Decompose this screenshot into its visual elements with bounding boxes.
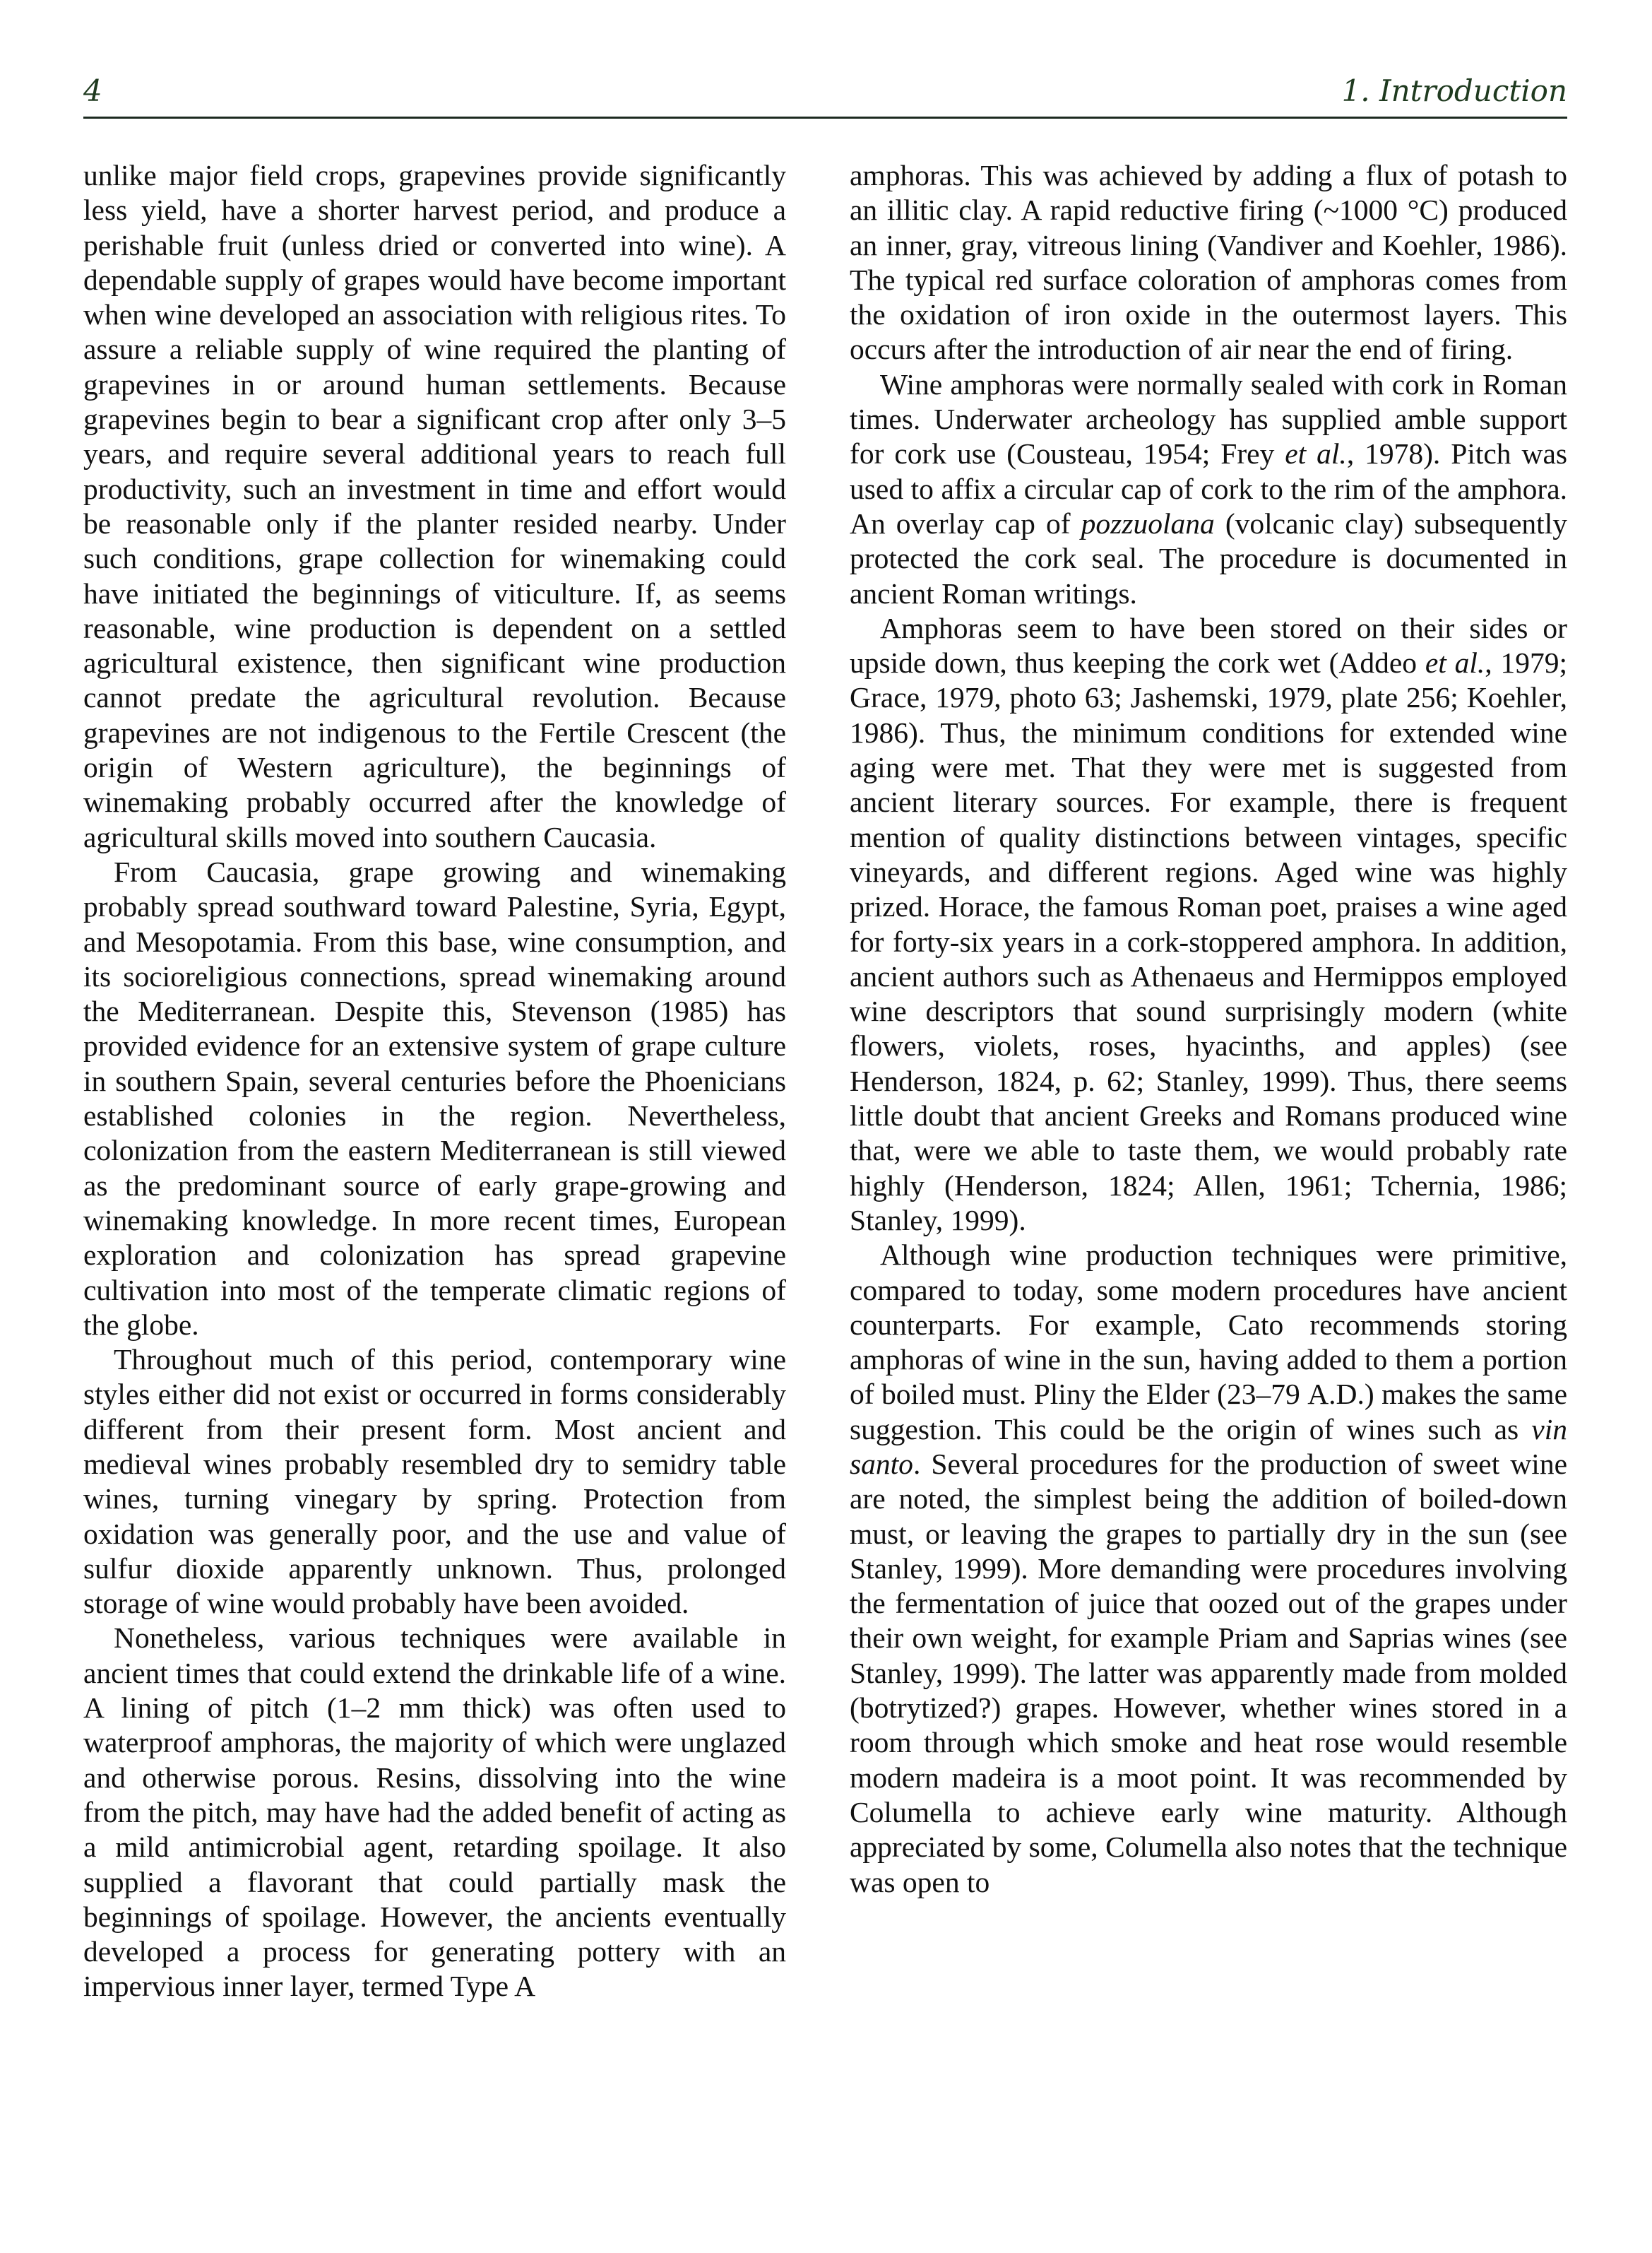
term-vin-santo: vin santo — [850, 1412, 1567, 1480]
right-column — [850, 158, 1567, 1900]
paragraph: unlike major field crops, grapevines provide significantly less yield, have a shorter harvest period, and produce a perishable fruit (unless dried or converted into wine). A dependable supply of grapes would have become important when wine developed an association with religious rites. To assure a reliable supply of wine required the planting of grapevines in or around human settlements. Because grapevines begin to bear a significant crop after only 3–5 years, and require several additional years to reach full productivity, such an investment in time and effort would be reasonable only if the planter resided nearby. Under such conditions, grape collection for winemaking could have initiated the beginnings of viticulture. If, as seems reasonable, wine production is dependent on a settled agricultural existence, then significant wine production cannot predate the agricultural revolution. Because grapevines are not indigenous to the Fertile Crescent (the origin of Western agriculture), the beginnings of winemaking probably occurred after the knowledge of agricultural skills moved into southern Caucasia. — [83, 159, 786, 853]
text-run: . Several procedures for the production of sweet wine are noted, the simplest being the addition of boiled-down must, or leaving the grapes to partially dry in the sun (see Stanley, 1999). More demanding were procedures involving the fermentation of juice that oozed out of the grapes under their own weight, for example Priam and Saprias wines (see Stanley, 1999). The latter was apparently made from molded (botrytized?) grapes. However, whether wines stored in a room through which smoke and heat rose would resemble modern madeira is a moot point. It was recommended by Columella to achieve early wine maturity. Although appreciated by some, Columella also notes that the technique was open to — [850, 1447, 1567, 1898]
running-head — [83, 68, 1567, 113]
text-run: ) makes the same suggestion. This could be the origin of wines such as — [850, 1378, 1567, 1445]
left-column — [83, 158, 786, 2004]
text-run: , 1979; Grace, 1979, photo 63; Jashemski, 1979, plate 256; Koehler, 1986). Thus, the minimum conditions for extended wine aging were met. That they were met is suggested from ancient literary sources. For example, there is frequent mention of quality distinctions between vintages, specific vineyards, and different regions. Aged wine was highly prized. Horace, the famous Roman poet, praises a wine aged for forty-six years in a cork-stoppered amphora. In addition, ancient authors such as Athenaeus and Hermippos employed wine descriptors that sound surprisingly modern (white flowers, violets, roses, hyacinths, and apples) (see Henderson, 1824, p. 62; Stanley, 1999). Thus, there seems little doubt that ancient Greeks and Romans produced wine that, were we able to taste them, we would probably rate highly (Henderson, 1824; Allen, 1961; Tchernia, 1986; Stanley, 1999). — [850, 646, 1567, 1236]
paragraph: amphoras. This was achieved by adding a flux of potash to an illitic clay. A rapid reductive firing (~1000 °C) produced an inner, gray, vitreous lining (Vandiver and Koehler, 1986). The typical red surface coloration of amphoras comes from the oxidation of iron oxide in the outermost layers. This occurs after the introduction of air near the end of firing. — [850, 159, 1567, 366]
text-run: Amphoras seem to have been stored on their sides or upside down, thus keeping the cork wet (Addeo — [850, 611, 1567, 680]
paragraph — [850, 367, 1567, 611]
text-run: , 1978). Pitch was used to affix a circular cap of cork to the rim of the amphora. An overlay cap of — [850, 437, 1568, 540]
era-abbreviation: A.D. — [1307, 1378, 1365, 1411]
paragraph — [850, 1238, 1567, 1900]
text-run: Although wine production techniques were primitive, compared to today, some modern procedures have ancient counterparts. For example, Cato recommends storing amphoras of wine in the sun, having added to them a portion of boiled must. Pliny the Elder (23–79 — [850, 1238, 1567, 1411]
text-run: Wine amphoras were normally sealed with cork in Roman times. Underwater archeology has supplied amble support for cork use (Cousteau, 1954; Frey — [850, 367, 1567, 471]
citation-etal: et al. — [1285, 437, 1347, 471]
paragraph: Throughout much of this period, contemporary wine styles either did not exist or occurred in forms considerably different from their present form. Most ancient and medieval wines probably resembled dry to semidry table wines, turning vinegary by spring. Protection from oxidation was generally poor, and the use and value of sulfur dioxide apparently unknown. Thus, prolonged storage of wine would probably have been avoided. — [83, 1343, 786, 1620]
paragraph — [850, 611, 1567, 1238]
paragraph: Nonetheless, various techniques were available in ancient times that could extend the drinkable life of a wine. A lining of pitch (1–2 mm thick) was often used to waterproof amphoras, the majority of which were unglazed and otherwise porous. Resins, dissolving into the wine from the pitch, may have had the added benefit of acting as a mild antimicrobial agent, retarding spoilage. It also supplied a flavorant that could partially mask the beginnings of spoilage. However, the ancients eventually developed a process for generating pottery with an impervious inner layer, termed Type A — [83, 1621, 786, 2003]
chapter-title: 1. Introduction — [1341, 73, 1567, 108]
header-rule — [83, 117, 1567, 119]
citation-etal: et al. — [1425, 646, 1485, 680]
page-number: 4 — [83, 73, 102, 108]
term-pozzuolana: pozzuolana — [1081, 507, 1215, 540]
text-run: (volcanic clay) subsequently protected the cork seal. The procedure is documented in ancient Roman writings. — [850, 507, 1567, 610]
paragraph: From Caucasia, grape growing and winemaking probably spread southward toward Palestine, Syria, Egypt, and Mesopotamia. From this base, wine consumption, and its socioreligious connections, spread winemaking around the Mediterranean. Despite this, Stevenson (1985) has provided evidence for an extensive system of grape culture in southern Spain, several centuries before the Phoenicians established colonies in the region. Nevertheless, colonization from the eastern Mediterranean is still viewed as the predominant source of early grape-growing and winemaking knowledge. In more recent times, European exploration and colonization has spread grapevine cultivation into most of the temperate climatic regions of the globe. — [83, 855, 786, 1341]
